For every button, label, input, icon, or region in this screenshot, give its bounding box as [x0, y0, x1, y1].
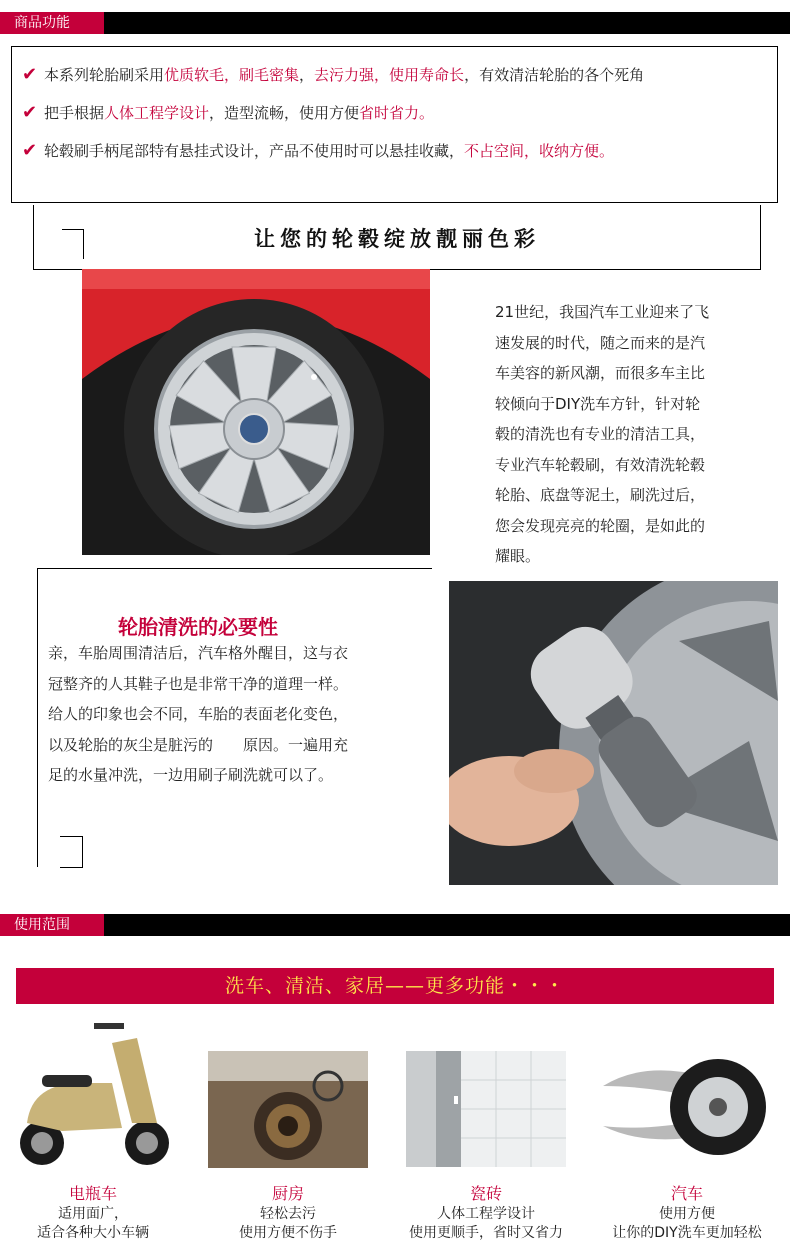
checkmark-icon: ✔: [22, 140, 38, 161]
kitchen-stove-image: [208, 1051, 368, 1168]
feature-highlight: 人体工程学设计: [104, 104, 210, 122]
feature-row-2: [22, 103, 434, 123]
use-name: 瓷砖: [469, 1184, 502, 1203]
use-item-tile: [395, 1183, 577, 1243]
title-banner: [33, 205, 761, 270]
use-desc: 使用方便: [659, 1206, 715, 1222]
feature-text: ，造型流畅，使用方便: [209, 104, 360, 122]
section-tab-features: 商品功能: [0, 12, 104, 34]
use-item-car: [592, 1183, 782, 1243]
intro-line: 耀眼。: [495, 547, 541, 565]
usage-banner: 洗车、清洁、家居——更多功能・・・: [16, 968, 774, 1004]
intro-line: 轮胎、底盘等泥土，刷洗过后，: [495, 486, 706, 504]
feature-text: ，: [299, 66, 315, 84]
intro-line: 毂的清洗也有专业的清洁工具，: [495, 425, 706, 443]
brush-cleaning-photo: [449, 581, 778, 885]
use-name: 电瓶车: [68, 1184, 117, 1203]
intro-line: 较倾向于DIY洗车方针，针对轮: [495, 394, 701, 413]
use-name: 汽车: [670, 1184, 703, 1203]
feature-highlight: 不占空间，收纳方便。: [464, 142, 615, 160]
necessity-line: 以及轮胎的灰尘是脏污的 原因。一遍用充: [48, 735, 349, 754]
necessity-line: 给人的印象也会不同，车胎的表面老化变色，: [48, 705, 349, 723]
use-desc: 轻松去污: [260, 1206, 316, 1222]
necessity-title: 轮胎清洗的必要性: [118, 615, 278, 639]
section-bar-usage: [0, 914, 790, 936]
feature-row-1: [22, 65, 644, 85]
necessity-line: 冠整齐的人其鞋子也是非常干净的道理一样。: [48, 674, 349, 693]
feature-highlight: 去污力强，使用寿命长: [314, 66, 465, 84]
feature-highlight: 省时省力。: [359, 104, 435, 122]
car-tire-image: [603, 1051, 773, 1163]
scooter-image: [12, 1013, 174, 1178]
use-item-scooter: [12, 1183, 174, 1243]
banner-title: 让您的轮毂绽放靓丽色彩: [254, 227, 540, 251]
intro-line: 速发展的时代，随之而来的是汽: [495, 333, 706, 352]
use-desc: 适合各种大小车辆: [37, 1225, 149, 1241]
intro-line: 您会发现亮亮的轮圈，是如此的: [495, 516, 706, 535]
feature-highlight: 优质软毛，刷毛密集: [164, 66, 300, 84]
tile-wall-image: [406, 1051, 566, 1167]
use-desc: 使用更顺手，省时又省力: [409, 1225, 563, 1241]
intro-line: 专业汽车轮毂刷，有效清洗轮毂: [495, 455, 706, 474]
checkmark-icon: ✔: [22, 64, 38, 85]
feature-row-3: [22, 141, 614, 161]
necessity-paragraph: [48, 638, 420, 791]
use-desc: 适用面广，: [58, 1206, 128, 1222]
necessity-line: 足的水量冲洗，一边用刷子刷洗就可以了。: [48, 766, 334, 784]
corner-decoration: [60, 836, 83, 868]
features-box: [11, 46, 778, 203]
necessity-line: 亲，车胎周围清洁后，汽车格外醒目，这与衣: [48, 644, 349, 662]
use-desc: 让你的DIY洗车更加轻松: [612, 1225, 762, 1241]
intro-paragraph: [495, 297, 757, 572]
use-name: 厨房: [271, 1184, 304, 1203]
feature-text: 把手根据: [44, 104, 105, 122]
intro-line: 车美容的新风潮，而很多车主比: [495, 364, 706, 382]
use-item-kitchen: [208, 1183, 368, 1243]
use-desc: 人体工程学设计: [437, 1206, 535, 1222]
wheel-photo: [82, 269, 430, 555]
intro-line: 21世纪，我国汽车工业迎来了飞: [495, 303, 710, 321]
use-desc: 使用方便不伤手: [239, 1225, 337, 1241]
feature-text: 本系列轮胎刷采用: [44, 66, 165, 84]
feature-text: ，有效清洁轮胎的各个死角: [464, 66, 645, 84]
section-tab-usage: 使用范围: [0, 914, 104, 936]
section-bar-features: [0, 12, 790, 34]
feature-text: 轮毂刷手柄尾部特有悬挂式设计，产品不使用时可以悬挂收藏，: [44, 142, 465, 160]
checkmark-icon: ✔: [22, 102, 38, 123]
